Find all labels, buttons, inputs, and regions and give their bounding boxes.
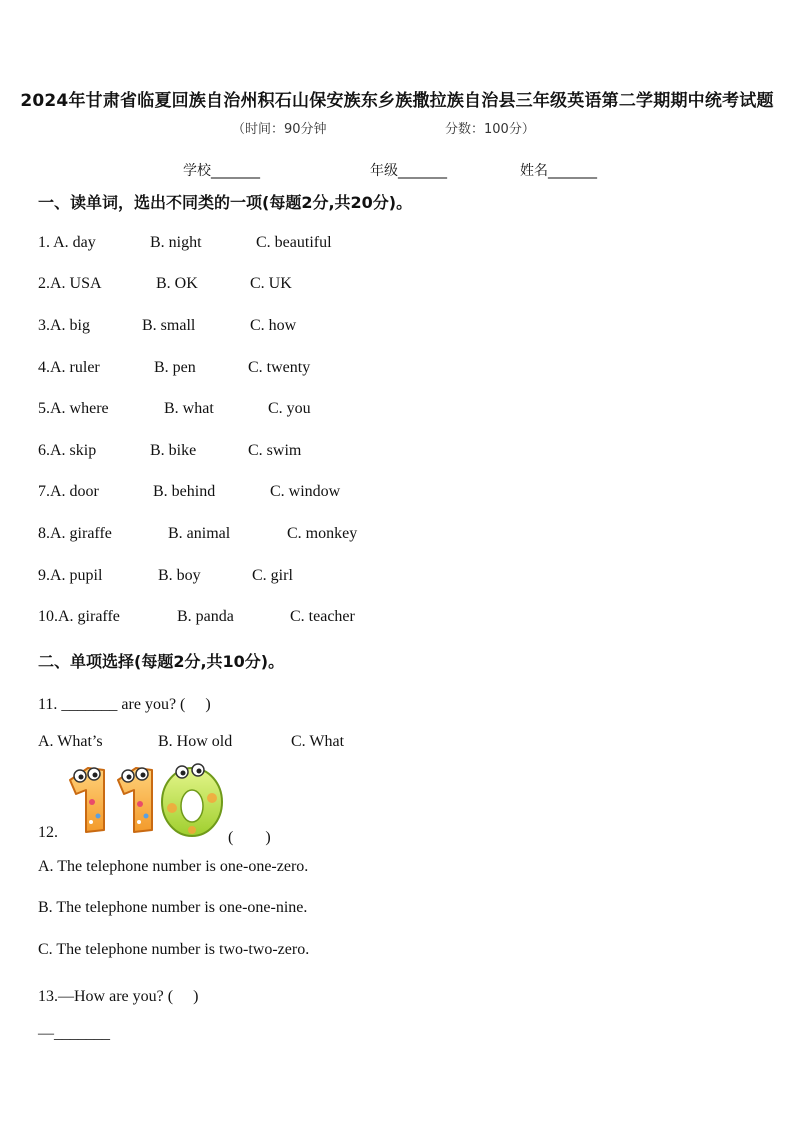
option-b: B. night [150, 234, 202, 251]
option-a: 1. A. day [38, 234, 96, 251]
answer-paren: ( ) [228, 829, 271, 846]
question-12-option-a: A. The telephone number is one-one-zero. [38, 858, 309, 875]
option-c: C. teacher [290, 608, 355, 625]
grade-field[interactable]: 年级_______ [370, 163, 447, 179]
option-a: 6.A. skip [38, 442, 97, 459]
option-b: B. OK [156, 275, 198, 292]
option-b: B. boy [158, 567, 201, 584]
option-c: C. UK [250, 275, 292, 292]
option-c: C. girl [252, 567, 293, 584]
option-b: B. small [142, 317, 196, 334]
exam-title: 2024年甘肃省临夏回族自治州积石山保安族东乡族撒拉族自治县三年级英语第二学期期中统考试题 [20, 91, 774, 111]
digit-one-icon [118, 768, 152, 832]
number-110-illustration [60, 758, 228, 840]
option-a: 2.A. USA [38, 275, 102, 292]
question-11: 11. _______ are you? ( ) [38, 696, 211, 713]
option-c: C. beautiful [256, 234, 332, 251]
option-a: 4.A. ruler [38, 359, 100, 376]
option-b: B. How old [158, 733, 233, 750]
option-b: B. bike [150, 442, 197, 459]
time-limit: （时间：90分钟 [232, 122, 327, 137]
option-b: B. panda [177, 608, 234, 625]
option-c: C. swim [248, 442, 302, 459]
total-score: 分数：100分） [445, 122, 535, 137]
option-a: 5.A. where [38, 400, 109, 417]
option-a: 7.A. door [38, 483, 99, 500]
digit-one-icon [70, 768, 104, 832]
question-12-option-b: B. The telephone number is one-one-nine. [38, 899, 308, 916]
section-1-title: 一、读单词，选出不同类的一项(每题2分,共20分)。 [38, 193, 413, 212]
option-a: 3.A. big [38, 317, 90, 334]
option-a: A. What’s [38, 733, 103, 750]
option-c: C. you [268, 400, 311, 417]
option-c: C. twenty [248, 359, 311, 376]
school-field[interactable]: 学校_______ [183, 163, 260, 179]
option-c: C. monkey [287, 525, 358, 542]
question-12-option-c: C. The telephone number is two-two-zero. [38, 941, 310, 958]
question-13: 13.—How are you? ( ) [38, 988, 199, 1005]
question-13-answer[interactable]: —_______ [38, 1025, 110, 1042]
option-a: 10.A. giraffe [38, 608, 120, 625]
question-12-number: 12. [38, 824, 58, 841]
option-a: 9.A. pupil [38, 567, 103, 584]
exam-meta [0, 118, 794, 138]
option-c: C. window [270, 483, 341, 500]
option-b: B. animal [168, 525, 231, 542]
option-c: C. how [250, 317, 297, 334]
option-c: C. What [291, 733, 345, 750]
name-field[interactable]: 姓名_______ [520, 163, 597, 179]
option-a: 8.A. giraffe [38, 525, 112, 542]
student-info [0, 160, 794, 180]
digit-zero-icon [162, 764, 222, 836]
option-b: B. what [164, 400, 214, 417]
section-2-title: 二、单项选择(每题2分,共10分)。 [38, 652, 285, 671]
option-b: B. pen [154, 359, 196, 376]
option-b: B. behind [153, 483, 216, 500]
